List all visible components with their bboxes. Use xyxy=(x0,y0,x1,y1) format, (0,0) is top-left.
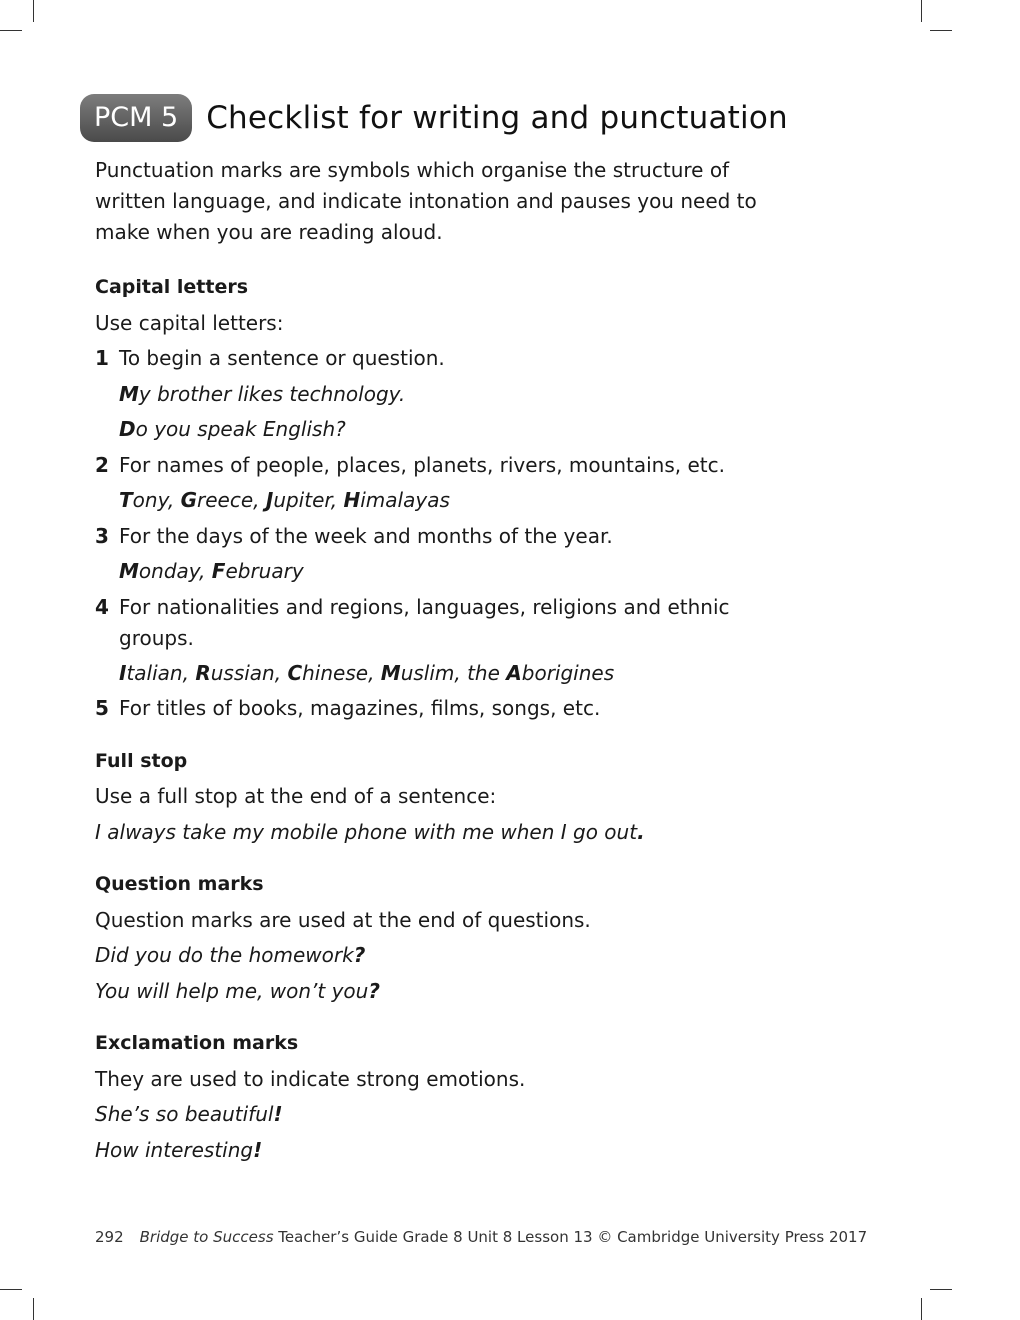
crop-mark xyxy=(921,0,922,22)
crop-mark xyxy=(33,0,34,22)
page-number: 292 xyxy=(95,1228,124,1246)
intro-paragraph: Punctuation marks are symbols which organise the structure of written language, and indicate intonation and pauses you need to make when you are reading aloud. xyxy=(95,158,757,244)
item-text: For nationalities and regions, languages, religions and ethnic groups. xyxy=(119,594,730,650)
item-number: 3 xyxy=(95,523,109,548)
list-item xyxy=(95,691,795,727)
section-lead: Question marks are used at the end of questions. xyxy=(95,907,591,932)
list-item xyxy=(95,590,795,656)
list-item xyxy=(95,519,795,555)
example: Did you do the homework? xyxy=(95,943,366,967)
section-capital-letters xyxy=(95,270,795,727)
crop-mark xyxy=(0,1289,22,1290)
section-heading: Question marks xyxy=(95,873,264,895)
example: Italian, Russian, Chinese, Muslim, the Aborigines xyxy=(119,660,615,685)
section-question-marks xyxy=(95,867,795,1009)
crop-mark xyxy=(930,1289,952,1290)
example: My brother likes technology. xyxy=(119,381,406,406)
pcm-badge: PCM 5 xyxy=(80,94,192,142)
crop-mark xyxy=(0,30,22,31)
crop-mark xyxy=(33,1298,34,1320)
item-text: For titles of books, magazines, films, songs, etc. xyxy=(119,696,601,720)
item-number: 5 xyxy=(95,696,109,720)
item-number: 2 xyxy=(95,452,109,477)
item-text: For the days of the week and months of the year. xyxy=(119,523,613,548)
section-lead: Use capital letters: xyxy=(95,310,284,335)
example: Tony, Greece, Jupiter, Himalayas xyxy=(119,488,450,512)
footer-credit: Teacher’s Guide Grade 8 Unit 8 Lesson 13 © Cambridge University Press 2017 xyxy=(273,1228,868,1246)
section-heading: Full stop xyxy=(95,749,188,772)
example: You will help me, won’t you? xyxy=(95,978,380,1003)
item-number: 1 xyxy=(95,346,109,370)
section-exclamation-marks xyxy=(95,1026,795,1168)
list-item xyxy=(95,448,795,484)
example: I always take my mobile phone with me when I go out. xyxy=(95,819,645,844)
section-full-stop xyxy=(95,744,795,851)
item-number: 4 xyxy=(95,594,109,619)
crop-mark xyxy=(921,1298,922,1320)
crop-mark xyxy=(930,30,952,31)
page-content xyxy=(95,155,795,1185)
section-lead: They are used to indicate strong emotions. xyxy=(95,1066,526,1091)
example: How interesting! xyxy=(95,1137,263,1162)
item-text: To begin a sentence or question. xyxy=(119,346,445,370)
page-footer xyxy=(95,1228,867,1246)
example: Monday, February xyxy=(119,559,304,583)
page-header xyxy=(80,93,788,143)
book-title: Bridge to Success xyxy=(139,1228,274,1246)
example: Do you speak English? xyxy=(119,417,346,441)
section-heading: Exclamation marks xyxy=(95,1032,299,1054)
item-text: For names of people, places, planets, rivers, mountains, etc. xyxy=(119,452,725,477)
page-title: Checklist for writing and punctuation xyxy=(206,100,788,136)
list-item xyxy=(95,341,795,377)
section-lead: Use a full stop at the end of a sentence: xyxy=(95,784,497,808)
section-heading: Capital letters xyxy=(95,276,249,298)
example: She’s so beautiful! xyxy=(95,1102,283,1126)
